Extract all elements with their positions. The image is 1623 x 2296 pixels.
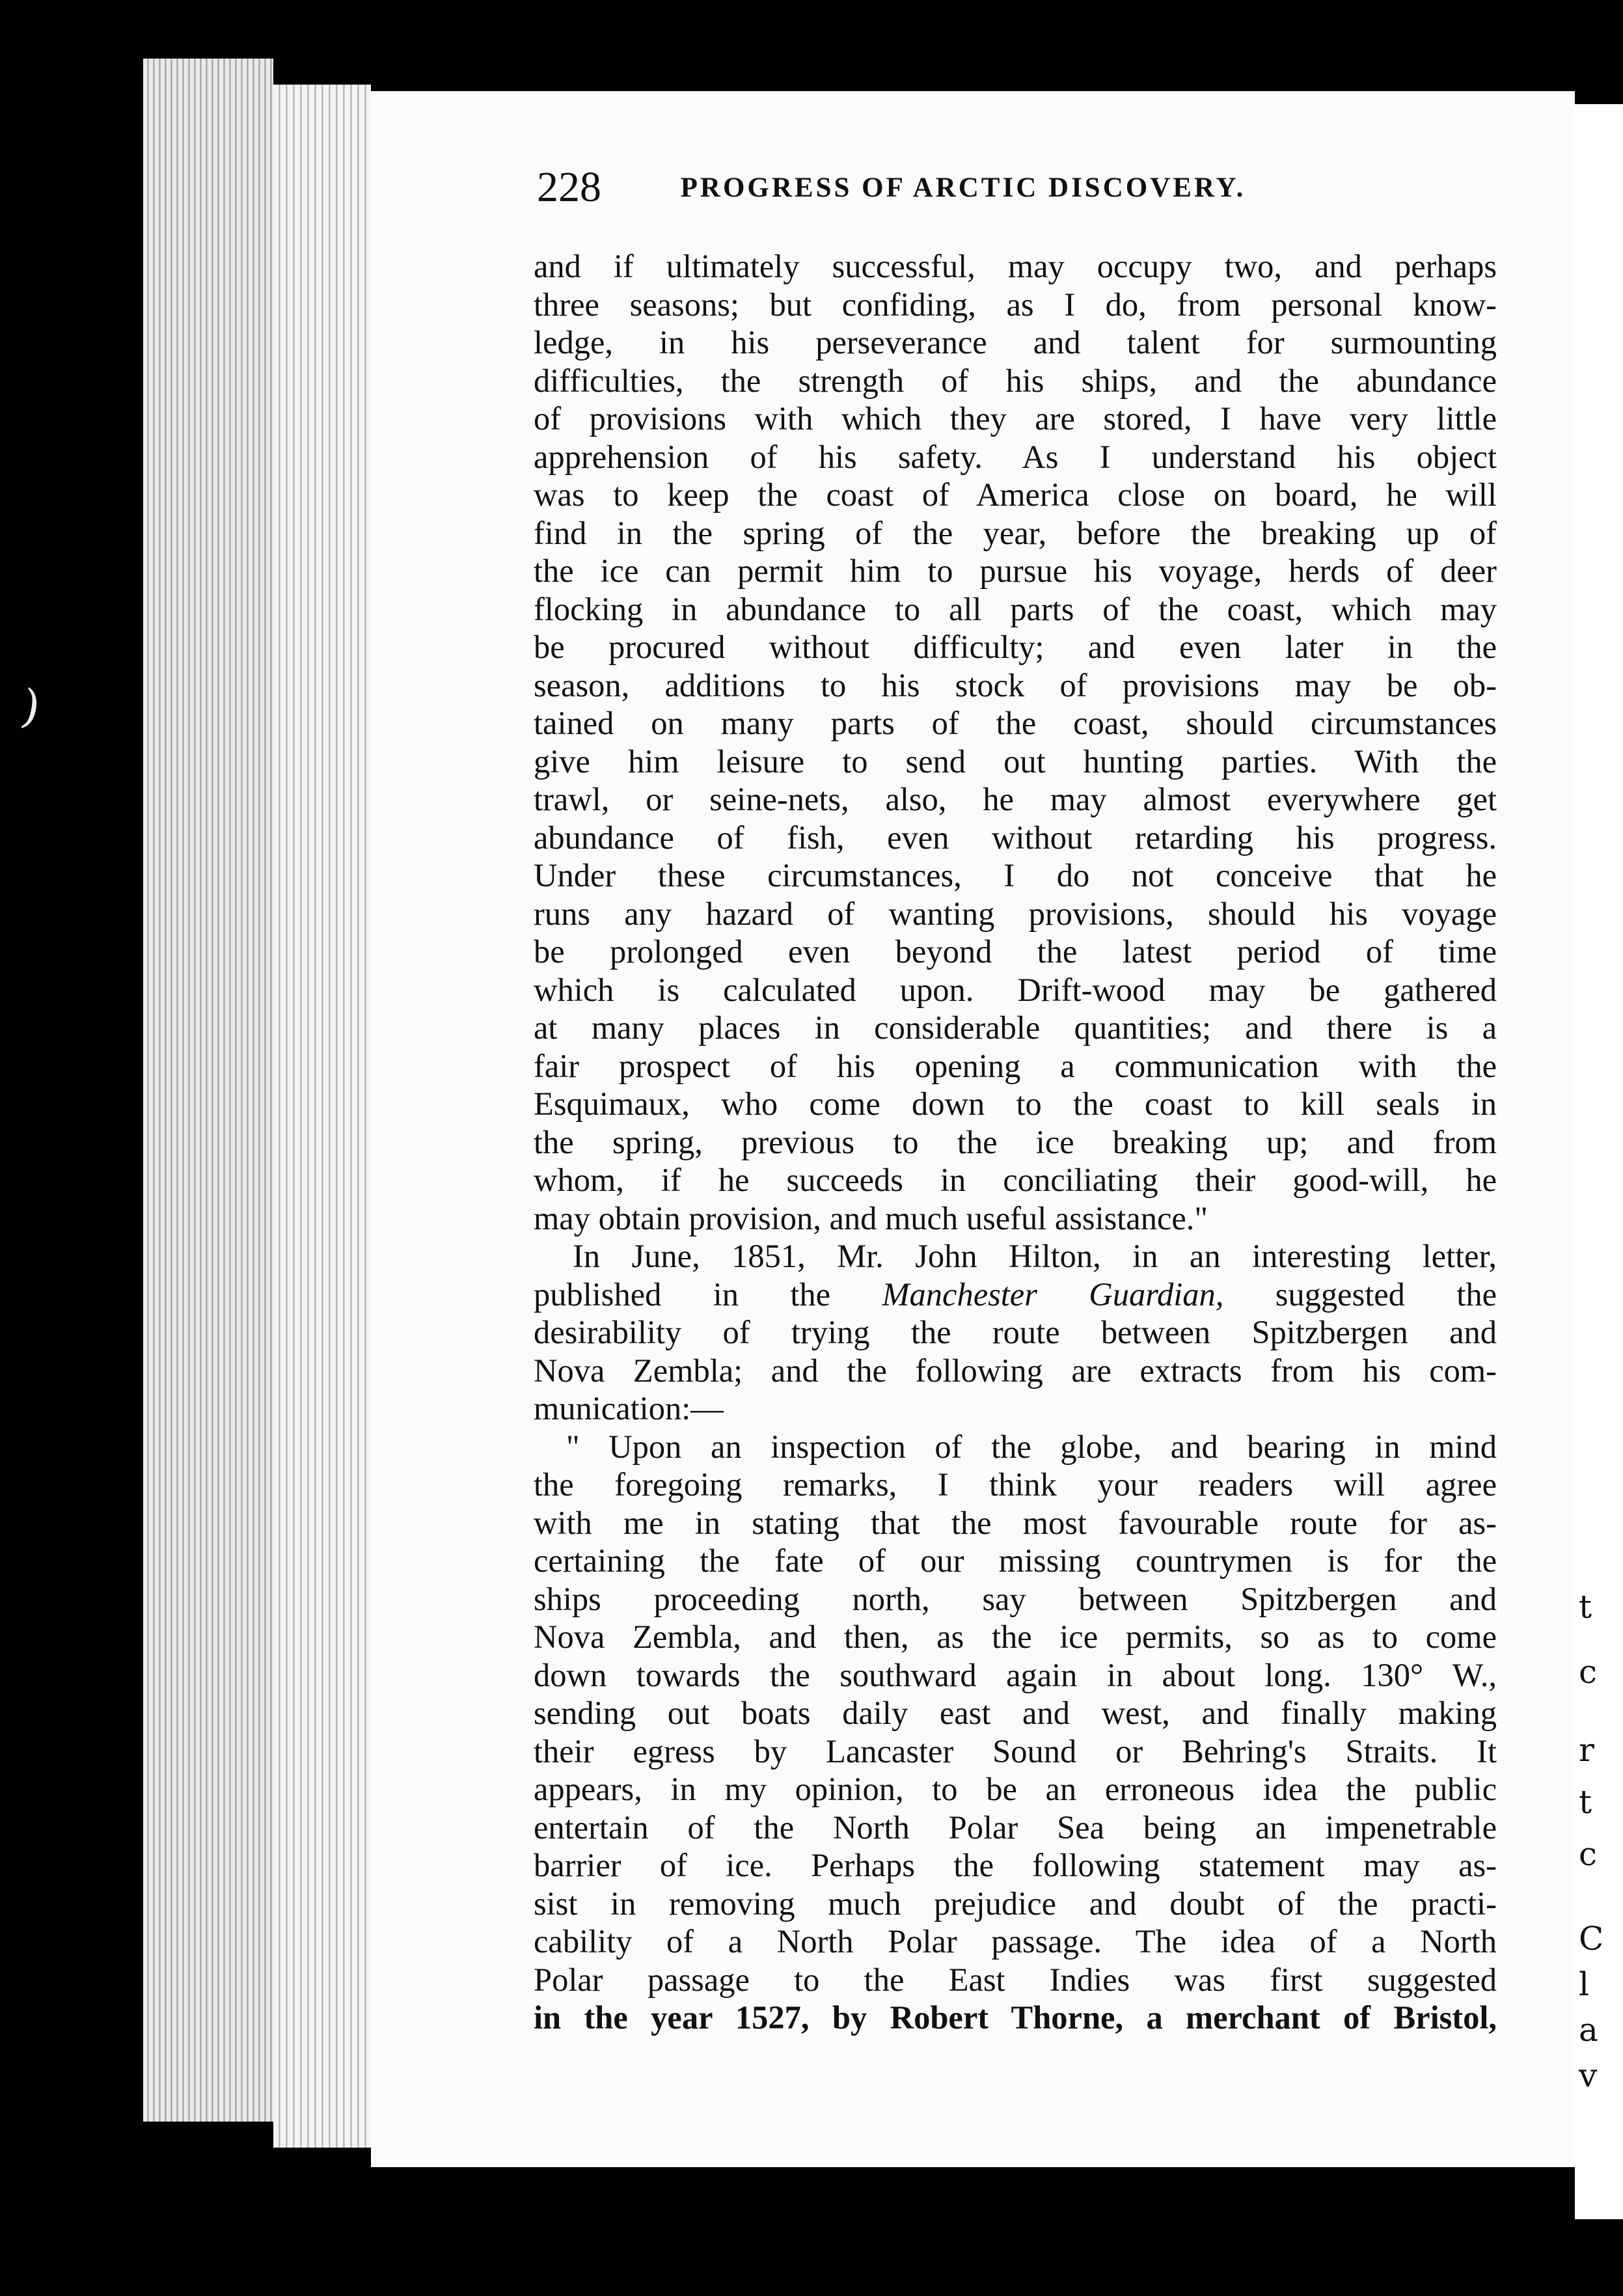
facing-page-letter: t (1579, 1783, 1592, 1821)
text-line: in the year 1527, by Robert Thorne, a merchant of Bristol, (534, 1999, 1497, 2036)
text-line: season, additions to his stock of provisions may be ob- (534, 666, 1497, 704)
text-line: of provisions with which they are stored, I have very little (534, 400, 1497, 437)
running-head (537, 163, 1311, 215)
text-line: may obtain provision, and much useful assistance." (534, 1199, 1208, 1237)
text-line: the spring, previous to the ice breaking up; and from (534, 1123, 1497, 1160)
body-text (534, 247, 1497, 2070)
facing-page-letter: v (1579, 2057, 1598, 2094)
facing-page-letter: r (1579, 1731, 1594, 1769)
text-line: was to keep the coast of America close on board, he will (534, 476, 1497, 513)
text-line: and if ultimately successful, may occupy two, and perhaps (534, 248, 1497, 284)
page-number: 228 (537, 163, 601, 211)
text-fragment: suggested the (1223, 1276, 1497, 1313)
text-line: fair prospect of his opening a communication with the (534, 1047, 1497, 1084)
text-line: appears, in my opinion, to be an erroneous idea the public (534, 1771, 1497, 1807)
text-line: Nova Zembla; and the following are extracts from his com- (534, 1352, 1497, 1389)
book-page-edges-inner (273, 85, 371, 2148)
text-line: give him leisure to send out hunting parties. With the (534, 743, 1497, 780)
text-line: the foregoing remarks, I think your readers will agree (534, 1466, 1497, 1503)
text-line: difficulties, the strength of his ships, and the abundance (534, 362, 1497, 399)
facing-page-letter: t (1579, 1588, 1592, 1626)
running-title: PROGRESS OF ARCTIC DISCOVERY. (680, 172, 1246, 203)
text-line-with-italic (534, 1276, 1497, 1314)
text-line: Polar passage to the East Indies was first suggested (534, 1961, 1497, 1998)
text-line: ships proceeding north, say between Spitzbergen and (534, 1580, 1497, 1617)
text-line: be procured without difficulty; and even later in the (534, 629, 1497, 665)
text-line: runs any hazard of wanting provisions, should his voyage (534, 895, 1497, 932)
text-line: sending out boats daily east and west, and finally making (534, 1695, 1497, 1731)
facing-page-letter: C (1579, 1920, 1604, 1958)
text-line: cability of a North Polar passage. The idea of a North (534, 1923, 1497, 1960)
text-line: down towards the southward again in about long. 130° W., (534, 1656, 1497, 1693)
text-fragment: published in the (534, 1276, 882, 1313)
text-line: the ice can permit him to pursue his voyage, herds of deer (534, 553, 1497, 589)
text-line: sist in removing much prejudice and doubt of the practi- (534, 1885, 1497, 1922)
text-line: certaining the fate of our missing countrymen is for the (534, 1542, 1497, 1579)
text-line: apprehension of his safety. As I understand his object (534, 438, 1497, 475)
text-line: their egress by Lancaster Sound or Behring's Straits. It (534, 1732, 1497, 1770)
book-page-edges (143, 59, 273, 2122)
text-line: three seasons; but confiding, as I do, from personal know- (534, 286, 1497, 323)
text-line: whom, if he succeeds in conciliating their good-will, he (534, 1162, 1497, 1198)
facing-page-letter: c (1579, 1653, 1598, 1691)
text-line: ledge, in his perseverance and talent for surmounting (534, 324, 1497, 361)
text-line: with me in stating that the most favourable route for as- (534, 1504, 1497, 1541)
text-line: at many places in considerable quantities; and there is a (534, 1009, 1497, 1046)
text-line: Esquimaux, who come down to the coast to kill seals in (534, 1086, 1497, 1122)
text-line: be prolonged even beyond the latest period of time (534, 933, 1497, 970)
text-line: entertain of the North Polar Sea being an impenetrable (534, 1809, 1497, 1846)
text-line: barrier of ice. Perhaps the following statement may as- (534, 1847, 1497, 1883)
facing-page-letter: l (1579, 1965, 1589, 2003)
margin-mark: ) (18, 679, 45, 735)
newspaper-title: Manchester Guardian, (882, 1276, 1224, 1313)
text-line: trawl, or seine-nets, also, he may almost everywhere get (534, 781, 1497, 817)
facing-page-letter: a (1579, 2011, 1598, 2049)
text-line: abundance of fish, even without retarding his progress. (534, 819, 1497, 856)
text-line: In June, 1851, Mr. John Hilton, in an interesting letter, (573, 1238, 1497, 1274)
facing-page-fragment (1575, 104, 1623, 2219)
text-line: Nova Zembla, and then, as the ice permits, so as to come (534, 1619, 1497, 1655)
text-line: " Upon an inspection of the globe, and bearing in mind (566, 1428, 1497, 1465)
facing-page-letter: c (1579, 1835, 1598, 1873)
text-line: tained on many parts of the coast, should circumstances (534, 705, 1497, 741)
text-line: flocking in abundance to all parts of the coast, which may (534, 590, 1497, 627)
text-line: munication:— (534, 1390, 724, 1427)
text-line: which is calculated upon. Drift-wood may be gathered (534, 971, 1497, 1008)
text-line: desirability of trying the route between Spitzbergen and (534, 1314, 1497, 1350)
text-line: Under these circumstances, I do not conceive that he (534, 857, 1497, 894)
text-line: find in the spring of the year, before the breaking up of (534, 514, 1497, 551)
